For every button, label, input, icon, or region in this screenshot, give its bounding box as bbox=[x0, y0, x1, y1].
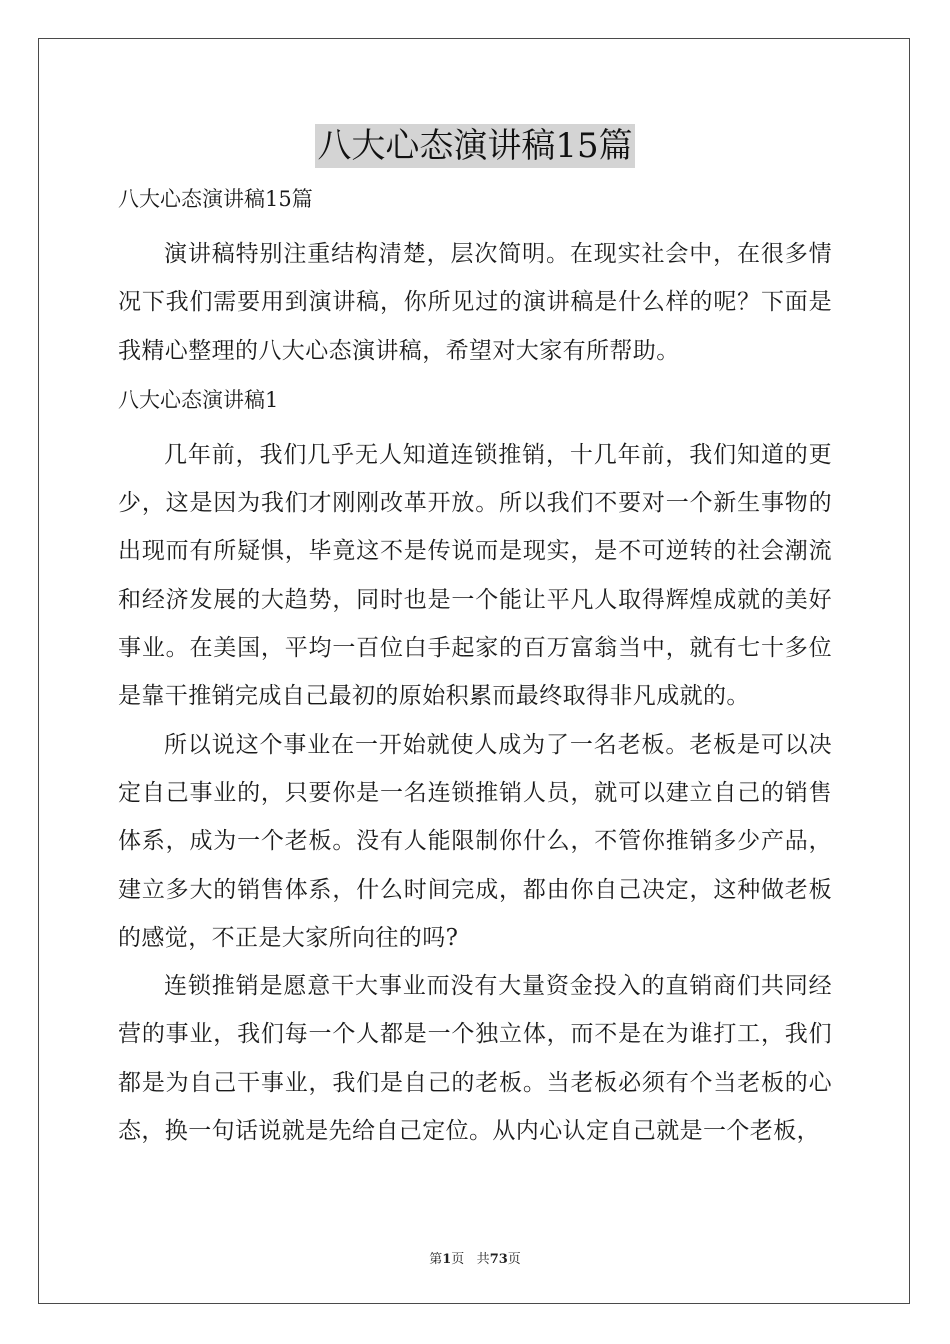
body-paragraph-2: 所以说这个事业在一开始就使人成为了一名老板。老板是可以决定自己事业的，只要你是一名连锁推销人员，就可以建立自己的销售体系，成为一个老板。没有人能限制你什么，不管你推销多少产品，建立多大的销售体系，什么时间完成，都由你自己决定，这种做老板的感觉，不正是大家所向往的吗? bbox=[118, 731, 832, 951]
intro-paragraph: 演讲稿特别注重结构清楚，层次简明。在现实社会中，在很多情况下我们需要用到演讲稿，你所见过的演讲稿是什么样的呢？下面是我精心整理的八大心态演讲稿，希望对大家有所帮助。 bbox=[118, 241, 832, 364]
heading-repeat: 八大心态演讲稿15篇 bbox=[118, 187, 313, 211]
document-title: 八大心态演讲稿15篇 bbox=[317, 126, 633, 166]
body-paragraph-1: 几年前，我们几乎无人知道连锁推销，十几年前，我们知道的更少，这是因为我们才刚刚改革开放。所以我们不要对一个新生事物的出现而有所疑惧，毕竟这不是传说而是现实，是不可逆转的社会潮流和经济发展的大趋势，同时也是一个能让平凡人取得辉煌成就的美好事业。在美国，平均一百位白手起家的百万富翁当中，就有七十多位是靠干推销完成自己最初的原始积累而最终取得非凡成就的。 bbox=[118, 441, 832, 710]
document-body bbox=[118, 180, 832, 1155]
total-suffix: 页 bbox=[507, 1252, 521, 1267]
total-prefix: 共 bbox=[476, 1252, 490, 1267]
page-suffix: 页 bbox=[451, 1252, 465, 1267]
body-paragraph-3: 连锁推销是愿意干大事业而没有大量资金投入的直销商们共同经营的事业，我们每一个人都是一个独立体，而不是在为谁打工，我们都是为自己干事业，我们是自己的老板。当老板必须有个当老板的心态，换一句话说就是先给自己定位。从内心认定自己就是一个老板， bbox=[118, 973, 832, 1145]
page-total: 73 bbox=[489, 1252, 508, 1267]
page-current: 1 bbox=[442, 1252, 452, 1267]
title-container bbox=[0, 124, 950, 168]
page-prefix: 第 bbox=[429, 1252, 443, 1267]
section-heading: 八大心态演讲稿1 bbox=[118, 387, 279, 412]
page-footer bbox=[0, 1248, 950, 1267]
